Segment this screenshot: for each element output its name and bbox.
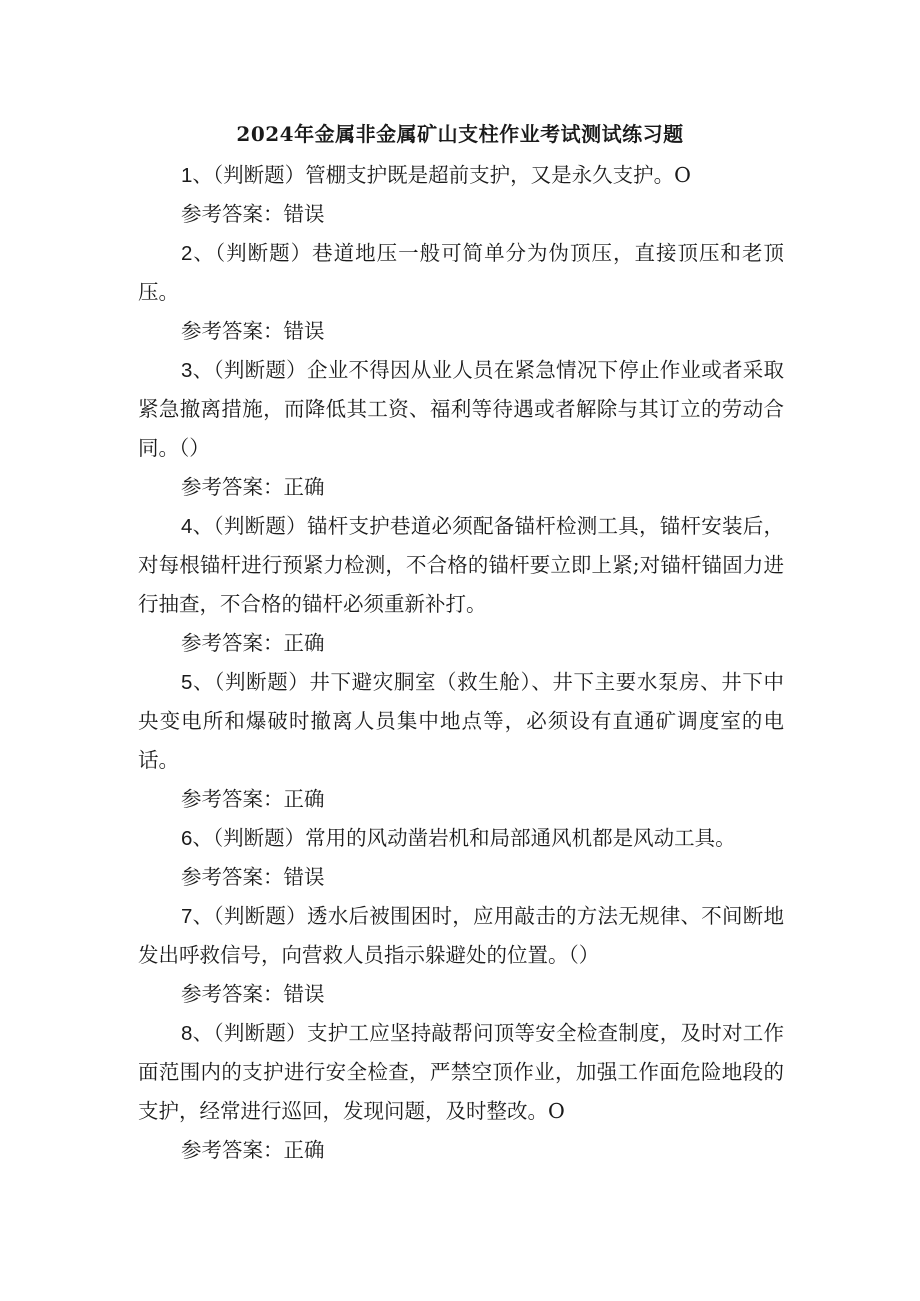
question-text: （判断题）支护工应坚持敲帮问顶等安全检查制度，及时对工作面范围内的支护进行安全检查，严禁空顶作业，加强工作面危险地段的支护，经常进行巡回，发现问题，及时整改。O: [138, 1021, 785, 1123]
answer-7: 参考答案：错误: [181, 982, 325, 1006]
question-5: [138, 663, 784, 780]
answer-3: 参考答案：正确: [181, 475, 325, 499]
question-4: [138, 507, 784, 624]
question-3: [138, 351, 784, 468]
question-2: [138, 234, 784, 312]
question-1: [138, 156, 784, 195]
question-6: [138, 819, 784, 858]
question-text: （判断题）透水后被围困时，应用敲击的方法无规律、不间断地发出呼救信号，向营救人员指示躲避处的位置。（）: [138, 904, 785, 967]
question-number: 5、: [181, 671, 215, 694]
question-number: 8、: [181, 1022, 214, 1045]
document-title: 2024年金属非金属矿山支柱作业考试测试练习题: [236, 122, 684, 146]
question-number: 6、: [181, 827, 213, 850]
answer-4: 参考答案：正确: [181, 631, 325, 655]
answer-6: 参考答案：错误: [181, 865, 325, 889]
answer-5: 参考答案：正确: [181, 787, 325, 811]
question-text: （判断题）企业不得因从业人员在紧急情况下停止作业或者采取紧急撤离措施，而降低其工资、福利等待遇或者解除与其订立的劳动合同。（）: [138, 358, 785, 460]
answer-8: 参考答案：正确: [181, 1138, 325, 1162]
question-text: （判断题）井下避灾胴室（救生舱）、井下主要水泵房、井下中央变电所和爆破时撤离人员集中地点等，必须设有直通矿调度室的电话。: [138, 670, 785, 772]
question-number: 3、: [181, 359, 214, 382]
question-7: [138, 897, 784, 975]
question-text: （判断题）常用的风动凿岩机和局部通风机都是风动工具。: [212, 826, 736, 850]
question-text: （判断题）锚杆支护巷道必须配备锚杆检测工具，锚杆安装后，对每根锚杆进行预紧力检测，不合格的锚杆要立即上紧;对锚杆锚固力进行抽查，不合格的锚杆必须重新补打。: [138, 514, 785, 616]
question-list: [138, 156, 784, 1170]
question-number: 1、: [181, 164, 213, 187]
answer-2: 参考答案：错误: [181, 319, 325, 343]
question-text: （判断题）管棚支护既是超前支护，又是永久支护。O: [212, 163, 691, 187]
question-8: [138, 1014, 784, 1131]
question-text: （判断题）巷道地压一般可简单分为伪顶压，直接顶压和老顶压。: [138, 241, 784, 304]
answer-1: 参考答案：错误: [181, 202, 325, 226]
question-number: 2、: [181, 242, 215, 265]
question-number: 4、: [181, 515, 214, 538]
question-number: 7、: [181, 905, 214, 928]
